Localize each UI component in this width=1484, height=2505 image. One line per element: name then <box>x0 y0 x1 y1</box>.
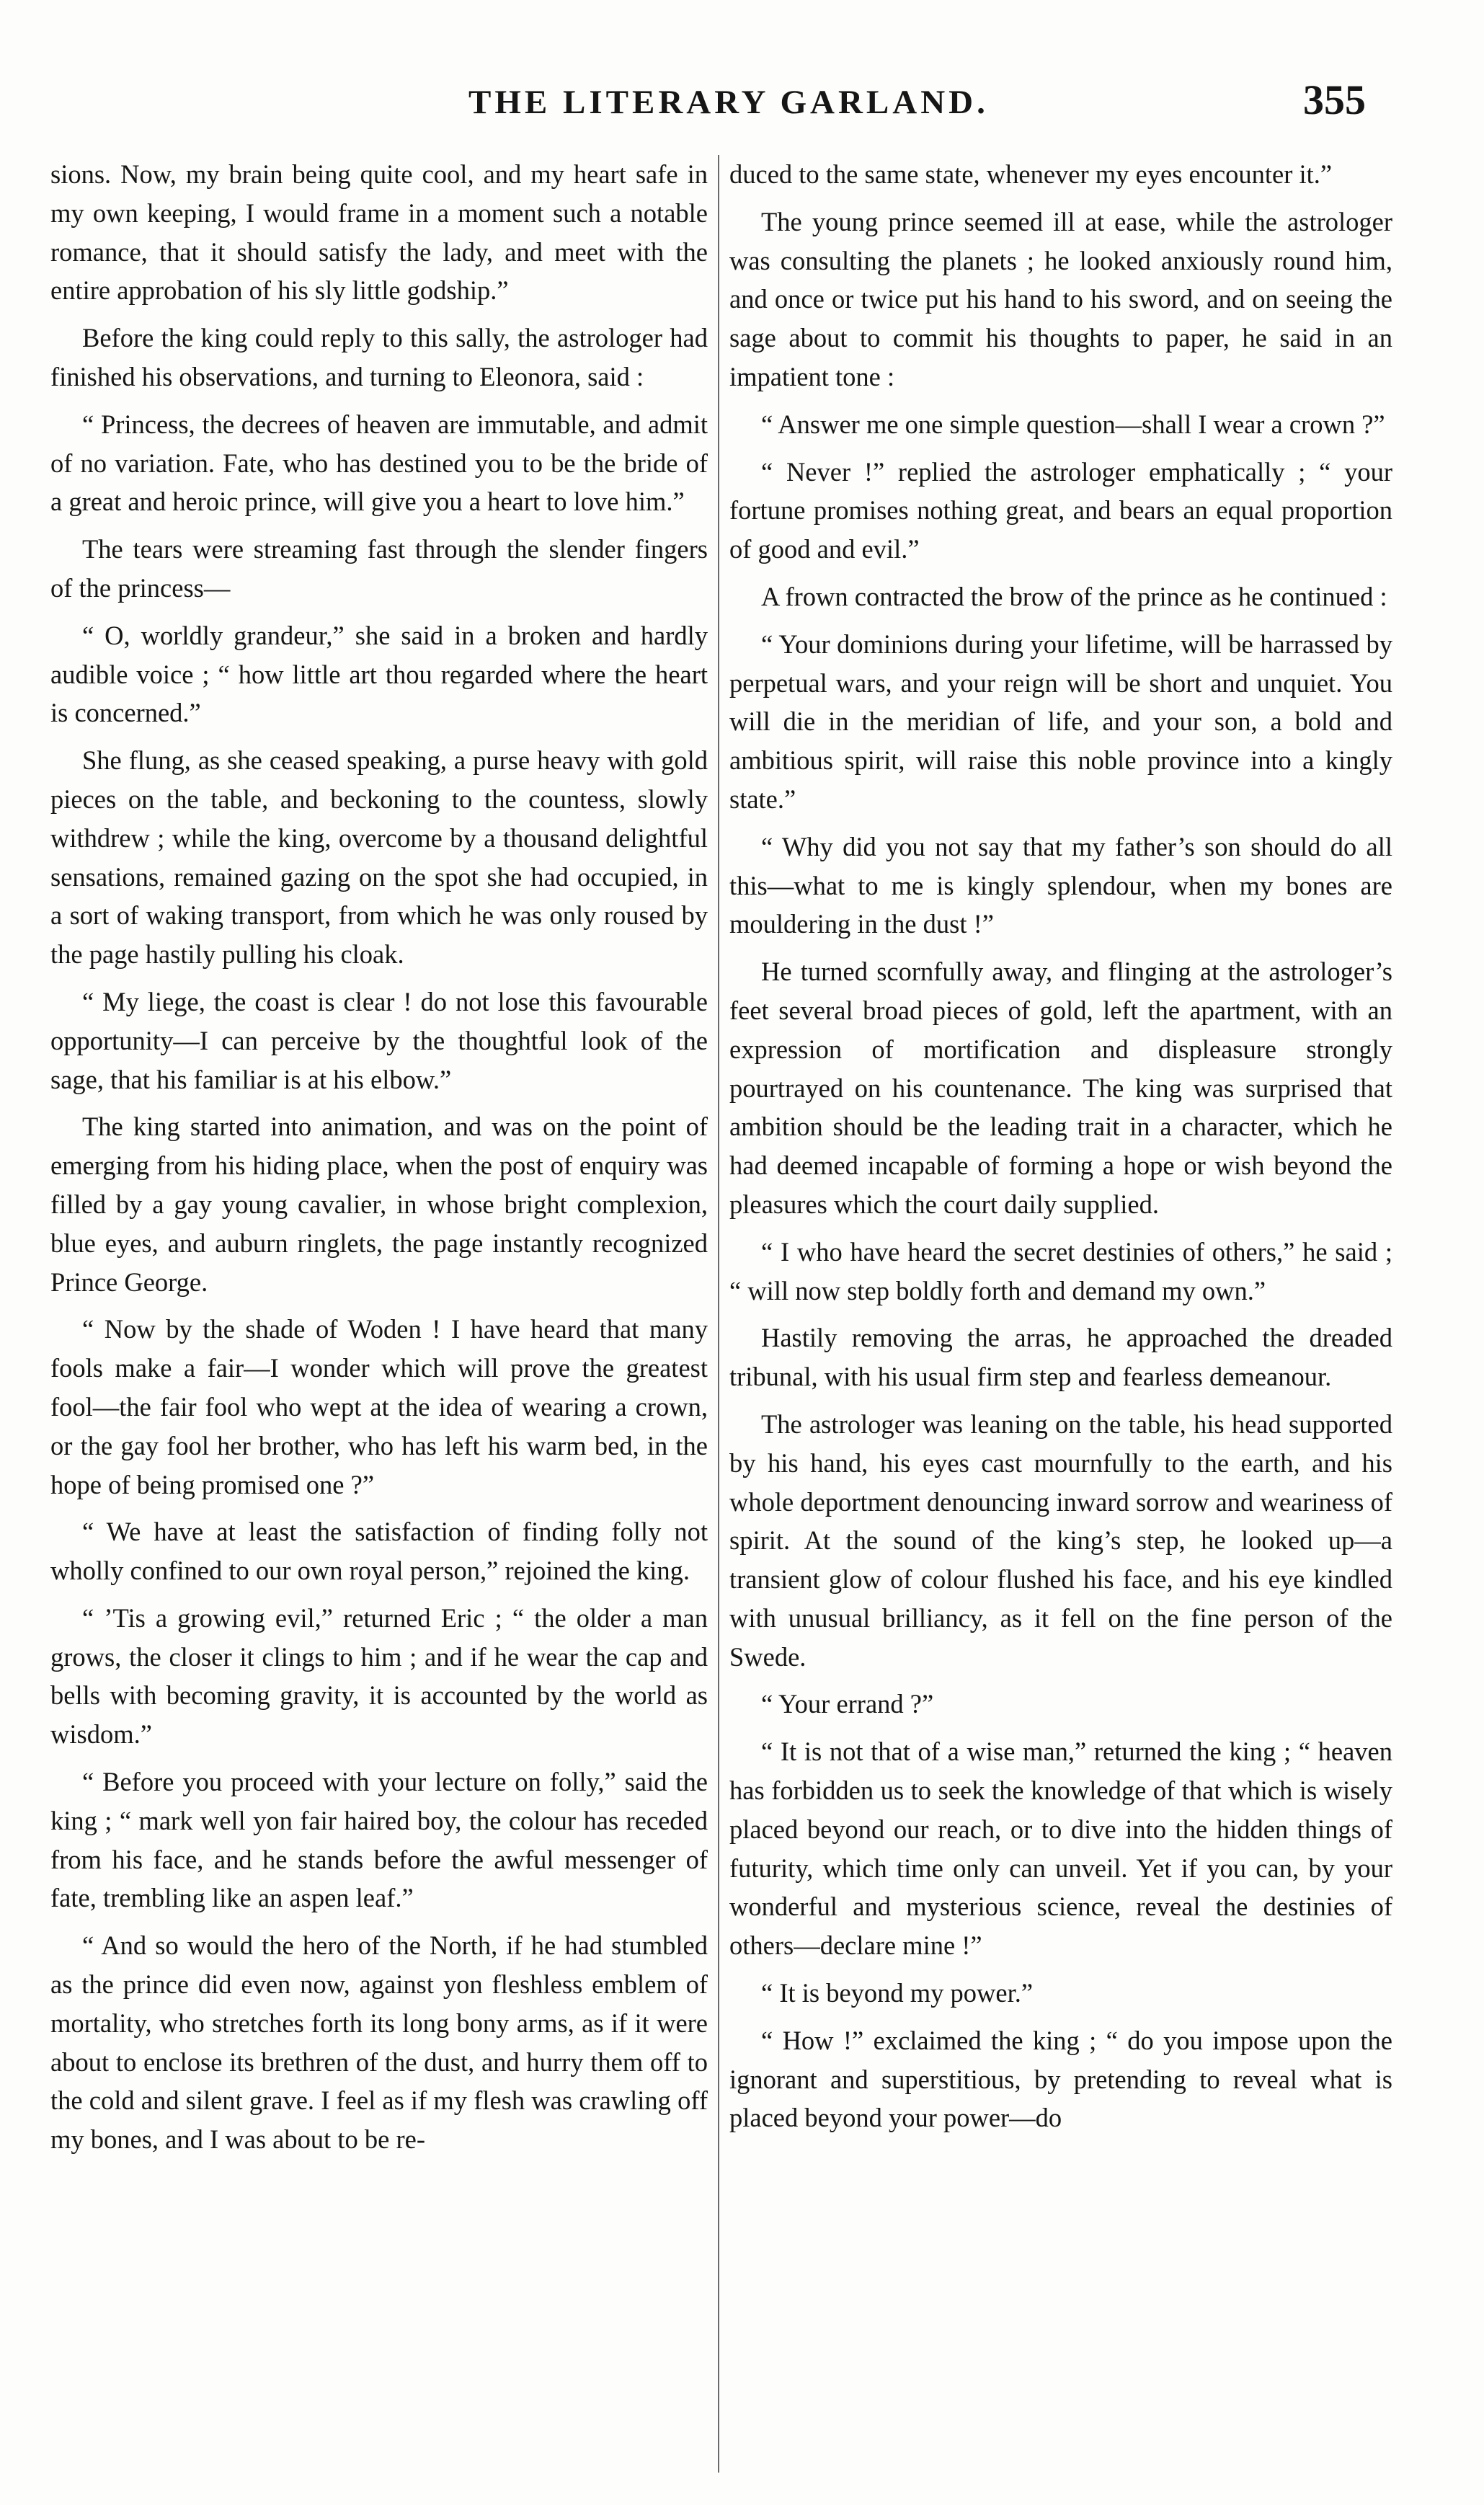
paragraph: “ Princess, the decrees of heaven are immutable, and admit of no variation. Fate, who has destined you to be the bride of a great and heroic prince, will give you a heart to love him.” <box>50 409 708 517</box>
paragraph: “ Now by the shade of Woden ! I have heard that many fools make a fair—I wonder which will prove the greatest fool—the fair fool who wept at the idea of wearing a crown, or the gay fool her brother, who has left his warm bed, in the hope of being promised one ?” <box>50 1314 708 1499</box>
paragraph: “ It is beyond my power.” <box>761 1978 1034 2008</box>
paragraph: “ It is not that of a wise man,” returned the king ; “ heaven has forbidden us to seek the knowledge of that which is wisely placed beyond our reach, or to dive into the hidden things of futurity, which time only can unveil. Yet if you can, by your wonderful and mysterious science, reveal the destinies of others—declare mine !” <box>729 1737 1392 1961</box>
paragraph: “ Answer me one simple question—shall I wear a crown ?” <box>761 409 1385 439</box>
paragraph: “ My liege, the coast is clear ! do not lose this favourable opportunity—I can perceive by the thoughtful look of the sage, that his familiar is at his elbow.” <box>50 986 708 1094</box>
left-column <box>50 155 708 2483</box>
paragraph: “ ’Tis a growing evil,” returned Eric ; “ the older a man grows, the closer it clings to him ; and if he wear the cap and bells with becoming gravity, it is accounted by the world as wisdom.” <box>50 1602 708 1750</box>
paragraph: “ Your errand ?” <box>761 1689 934 1719</box>
paragraph: Hastily removing the arras, he approached the dreaded tribunal, with his usual firm step and fearless demeanour. <box>729 1323 1392 1392</box>
paragraph: “ How !” exclaimed the king ; “ do you impose upon the ignorant and superstitious, by pretending to reveal what is placed beyond your power—do <box>729 2025 1392 2133</box>
paragraph: The king started into animation, and was on the point of emerging from his hiding place, when the post of enquiry was filled by a gay young cavalier, in whose bright complexion, blue eyes, and auburn ringlets, the page instantly recognized Prince George. <box>50 1112 708 1297</box>
paragraph: “ O, worldly grandeur,” she said in a broken and hardly audible voice ; “ how little art thou regarded where the heart is concerned.” <box>50 620 708 728</box>
paragraph: “ We have at least the satisfaction of finding folly not wholly confined to our own royal person,” rejoined the king. <box>50 1517 708 1586</box>
paragraph: sions. Now, my brain being quite cool, and my heart safe in my own keeping, I would frame in a moment such a notable romance, that it should satisfy the lady, and meet with the entire approbation of his sly little godship.” <box>50 159 708 306</box>
paragraph: “ And so would the hero of the North, if he had stumbled as the prince did even now, against yon fleshless emblem of mortality, who stretches forth its long bony arms, as if it were about to enclose its brethren of the dust, and hurry them off to the cold and silent grave. I feel as if my flesh was crawling off my bones, and I was about to be re- <box>50 1930 708 2155</box>
paragraph: “ Your dominions during your lifetime, will be harrassed by perpetual wars, and your reign will be short and unquiet. You will die in the meridian of life, and your son, a bold and ambitious spirit, will raise this noble province into a kingly state.” <box>729 629 1392 814</box>
running-head <box>0 76 1484 126</box>
paragraph: The tears were streaming fast through the slender fingers of the princess— <box>50 534 708 603</box>
right-column <box>729 155 1392 2483</box>
paragraph: duced to the same state, whenever my eyes encounter it.” <box>729 159 1333 189</box>
paragraph: “ Never !” replied the astrologer emphatically ; “ your fortune promises nothing great, and bears an equal proportion of good and evil.” <box>729 456 1392 564</box>
paragraph: A frown contracted the brow of the prince as he continued : <box>761 581 1387 611</box>
paragraph: The astrologer was leaning on the table, his head supported by his hand, his eyes cast mournfully to the earth, and his whole deportment denouncing inward sorrow and weariness of spirit. At the sound of the king’s step, he looked up—a transient glow of colour flushed his face, and his eye kindled with unusual brilliancy, as it fell on the fine person of the Swede. <box>729 1409 1392 1672</box>
paragraph: She flung, as she ceased speaking, a purse heavy with gold pieces on the table, and beckoning to the countess, slowly withdrew ; while the king, overcome by a thousand delightful sensations, remained gazing on the spot she had occupied, in a sort of waking transport, from which he was only roused by the page hastily pulling his cloak. <box>50 745 708 970</box>
page-number: 355 <box>1303 76 1366 123</box>
paragraph: Before the king could reply to this sally, the astrologer had finished his observations, and turning to Eleonora, said : <box>50 323 708 391</box>
paragraph: “ Why did you not say that my father’s son should do all this—what to me is kingly splendour, when my bones are mouldering in the dust !” <box>729 831 1392 939</box>
paragraph: The young prince seemed ill at ease, while the astrologer was consulting the planets ; he looked anxiously round him, and once or twice put his hand to his sword, and on seeing the sage about to commit his thoughts to paper, he said in an impatient tone : <box>729 206 1392 391</box>
paragraph: “ I who have heard the secret destinies of others,” he said ; “ will now step boldly forth and demand my own.” <box>729 1236 1392 1305</box>
journal-title: THE LITERARY GARLAND. <box>468 84 989 121</box>
paragraph: He turned scornfully away, and flinging at the astrologer’s feet several broad pieces of gold, left the apartment, with an expression of mortification and displeasure strongly pourtrayed on his countenance. The king was surprised that ambition should be the leading trait in a character, which he had deemed incapable of forming a hope or wish beyond the pleasures which the court daily supplied. <box>729 957 1392 1219</box>
column-divider <box>718 155 719 2473</box>
paragraph: “ Before you proceed with your lecture on folly,” said the king ; “ mark well yon fair haired boy, the colour has receded from his face, and he stands before the awful messenger of fate, trembling like an aspen leaf.” <box>50 1767 708 1913</box>
